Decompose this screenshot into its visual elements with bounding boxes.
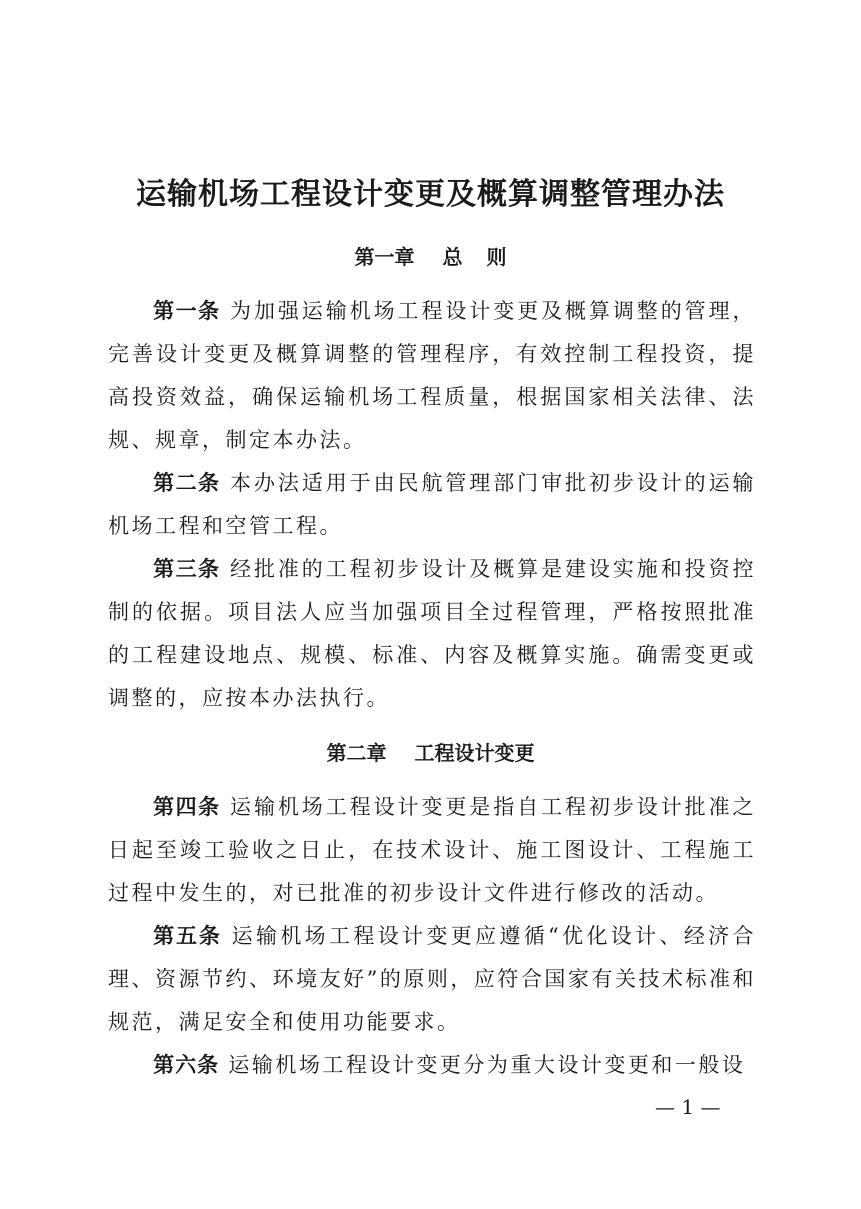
chapter-number: 第一章 xyxy=(354,245,415,269)
page-number: — 1 — xyxy=(655,1095,721,1119)
chapter-name-2: 则 xyxy=(486,245,507,269)
chapter-heading-2 xyxy=(0,738,861,768)
chapter-name: 总 xyxy=(442,245,463,269)
article-2 xyxy=(108,462,756,548)
article-label: 第六条 xyxy=(153,1053,220,1077)
article-label: 第三条 xyxy=(153,557,221,581)
chapter-heading-1 xyxy=(0,242,861,272)
article-text: 运输机场工程设计变更分为重大设计变更和一般设 xyxy=(228,1053,746,1077)
article-5 xyxy=(108,915,756,1044)
article-label: 第四条 xyxy=(153,795,221,819)
article-label: 第二条 xyxy=(153,471,221,495)
article-text: 经批准的工程初步设计及概算是建设实施和投资控制的依据。项目法人应当加强项目全过程管理，严格按照批准的工程建设地点、规模、标准、内容及概算实施。确需变更或调整的，应按本办法执行。 xyxy=(108,557,756,710)
chapter-2-body xyxy=(108,786,756,1087)
chapter-number: 第二章 xyxy=(326,741,387,765)
article-4 xyxy=(108,786,756,915)
article-text: 为加强运输机场工程设计变更及概算调整的管理，完善设计变更及概算调整的管理程序，有效控制工程投资，提高投资效益，确保运输机场工程质量，根据国家相关法律、法规、规章，制定本办法。 xyxy=(108,299,756,452)
document-title: 运输机场工程设计变更及概算调整管理办法 xyxy=(136,177,725,212)
article-text: 本办法适用于由民航管理部门审批初步设计的运输机场工程和空管工程。 xyxy=(108,471,756,538)
chapter-name: 工程设计变更 xyxy=(414,741,535,765)
article-1 xyxy=(108,290,756,462)
article-3 xyxy=(108,548,756,720)
article-6 xyxy=(108,1044,756,1087)
article-text: 运输机场工程设计变更应遵循“优化设计、经济合理、资源节约、环境友好”的原则，应符合国家有关技术标准和规范，满足安全和使用功能要求。 xyxy=(108,924,756,1034)
article-label: 第五条 xyxy=(153,924,222,948)
article-text: 运输机场工程设计变更是指自工程初步设计批准之日起至竣工验收之日止，在技术设计、施工图设计、工程施工过程中发生的，对已批准的初步设计文件进行修改的活动。 xyxy=(108,795,756,905)
article-label: 第一条 xyxy=(153,299,221,323)
chapter-1-body xyxy=(108,290,756,720)
